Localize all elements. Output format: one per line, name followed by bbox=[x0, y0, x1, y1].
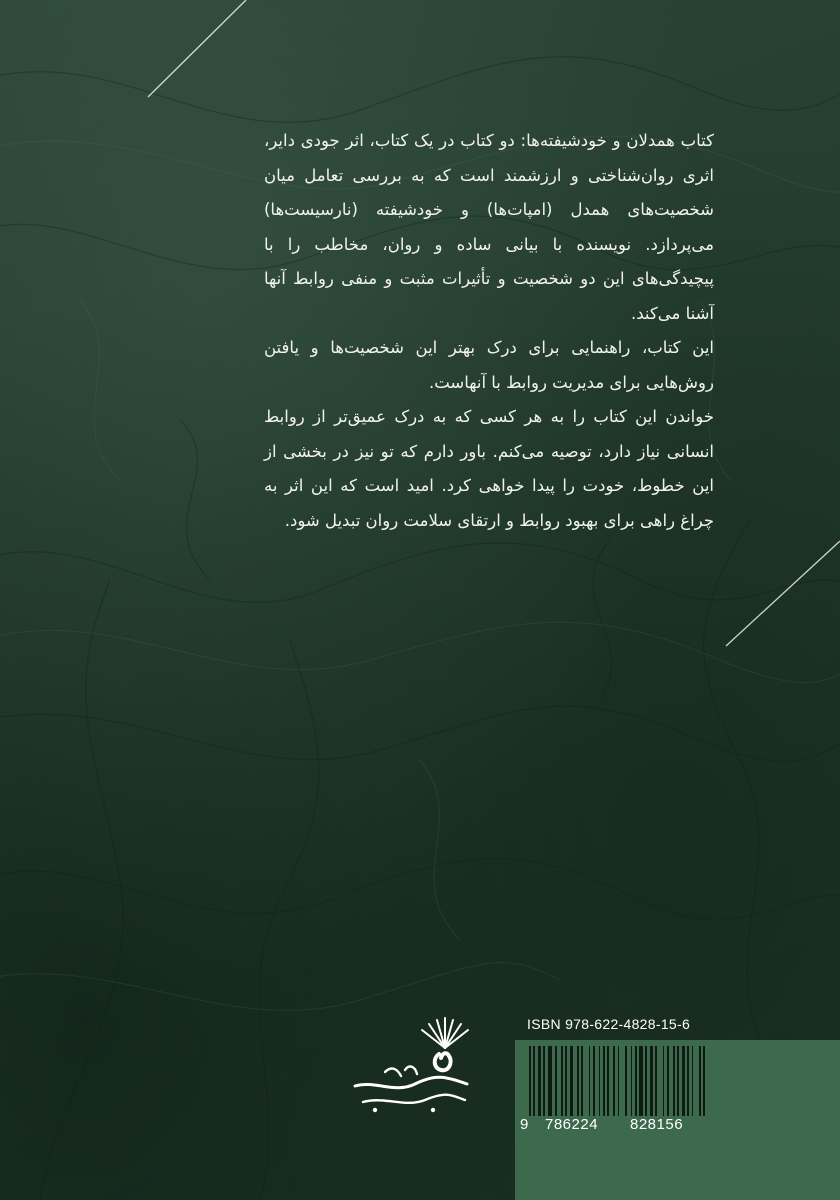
barcode-bar bbox=[607, 1046, 609, 1116]
barcode-bar bbox=[589, 1046, 591, 1116]
barcode-digits bbox=[520, 1116, 720, 1136]
barcode-bar bbox=[682, 1046, 685, 1116]
barcode-bar bbox=[663, 1046, 665, 1116]
barcode-bar bbox=[703, 1046, 705, 1116]
barcode-bar bbox=[677, 1046, 679, 1116]
barcode-bar bbox=[599, 1046, 601, 1116]
blurb-paragraph: این کتاب، راهنمایی برای درک بهتر این شخصیت‌ها و یافتن روش‌هایی برای مدیریت روابط با آنهاست. bbox=[264, 338, 714, 392]
blurb-paragraph: خواندن این کتاب را به هر کسی که به درک عمیق‌تر از روابط انسانی نیاز دارد، توصیه می‌کنم. باور دارم که تو نیز در بخشی از این خطوط، خودت را پیدا خواهی کرد. امید است که این اثر به چراغ راهی برای بهبود روابط و ارتقای سلامت روان تبدیل شود. bbox=[264, 407, 714, 530]
barcode-bar bbox=[655, 1046, 657, 1116]
barcode-bar bbox=[603, 1046, 605, 1116]
barcode-bar bbox=[650, 1046, 653, 1116]
barcode-bar bbox=[543, 1046, 545, 1116]
barcode-bar bbox=[548, 1046, 553, 1116]
barcode-bar bbox=[561, 1046, 563, 1116]
barcode-right-group: 828156 bbox=[630, 1116, 684, 1133]
barcode-bar bbox=[645, 1046, 647, 1116]
barcode-bar bbox=[631, 1046, 633, 1116]
barcode-bar bbox=[692, 1046, 694, 1116]
barcode-bar bbox=[639, 1046, 642, 1116]
publisher-logo bbox=[345, 1010, 485, 1120]
barcode-bar bbox=[565, 1046, 567, 1116]
barcode-bar bbox=[577, 1046, 579, 1116]
back-cover-blurb bbox=[264, 124, 714, 538]
barcode-bar bbox=[581, 1046, 583, 1116]
barcode-bar bbox=[673, 1046, 675, 1116]
barcode-bar bbox=[699, 1046, 701, 1116]
barcode-left-group: 786224 bbox=[545, 1116, 599, 1133]
blurb-paragraph: کتاب همدلان و خودشیفته‌ها: دو کتاب در یک کتاب، اثر جودی دایر، اثری روان‌شناختی و ارزشمند است که به بررسی تعامل میان شخصیت‌های همدل (امپات‌ها) و خودشیفته (نارسیست‌ها) می‌پردازد. نویسنده با بیانی ساده و روان، مخاطب را با پیچیدگی‌های این دو شخصیت و تأثیرات مثبت و منفی روابط آنها آشنا می‌کند. bbox=[264, 131, 714, 323]
barcode-bar bbox=[533, 1046, 535, 1116]
barcode-bar bbox=[618, 1046, 620, 1116]
barcode-bar bbox=[667, 1046, 669, 1116]
barcode-bar bbox=[529, 1046, 531, 1116]
barcode-bar bbox=[687, 1046, 689, 1116]
barcode-bar bbox=[555, 1046, 557, 1116]
barcode-first-digit: 9 bbox=[520, 1116, 529, 1133]
isbn-label: ISBN 978-622-4828-15-6 bbox=[527, 1016, 691, 1032]
isbn-barcode bbox=[529, 1046, 705, 1116]
barcode-bar bbox=[635, 1046, 637, 1116]
barcode-bar bbox=[613, 1046, 615, 1116]
barcode-bar bbox=[625, 1046, 627, 1116]
barcode-bar bbox=[593, 1046, 595, 1116]
barcode-bar bbox=[538, 1046, 541, 1116]
barcode-bar bbox=[570, 1046, 573, 1116]
